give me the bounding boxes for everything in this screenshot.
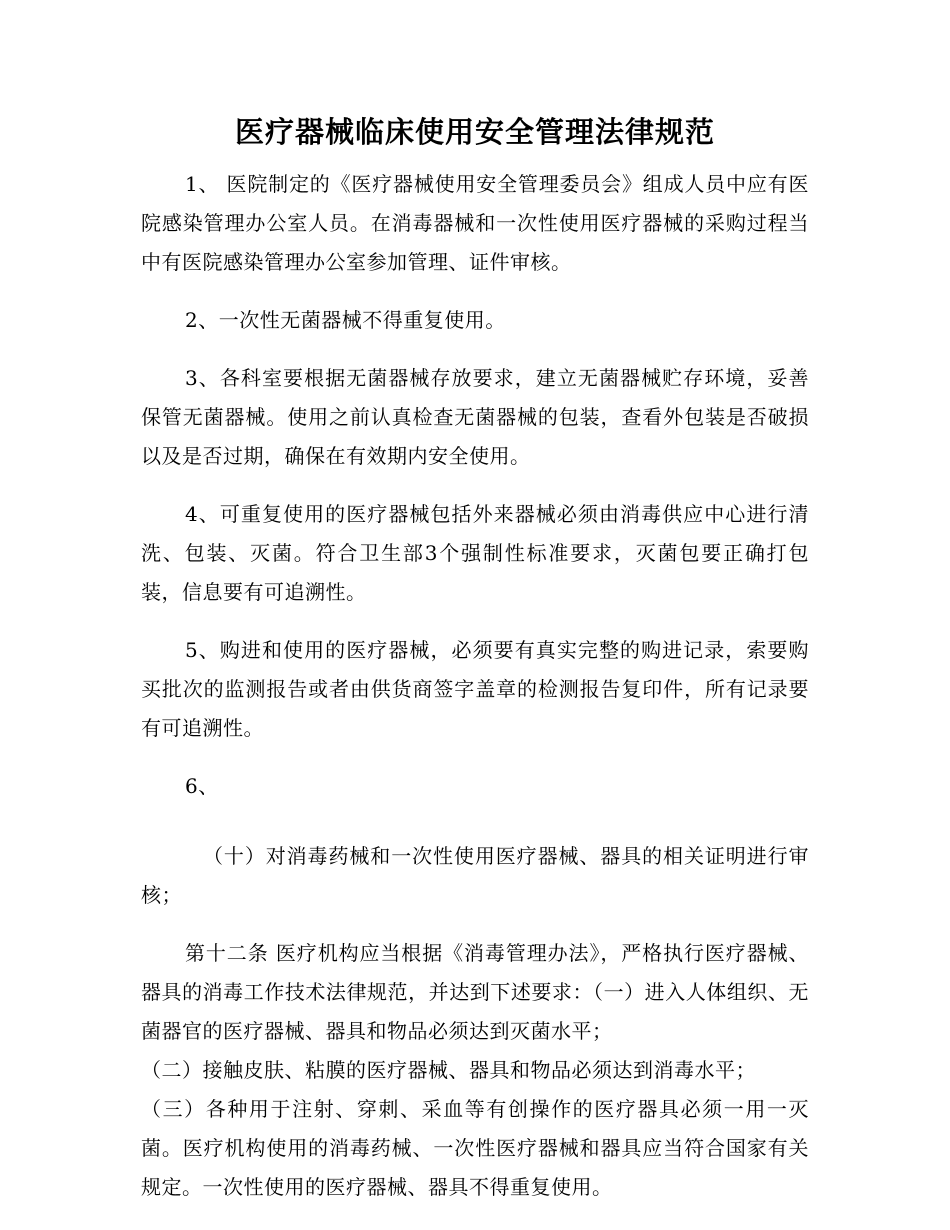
paragraph-2: 2、一次性无菌器械不得重复使用。 bbox=[185, 308, 506, 332]
paragraph-6: 6、 bbox=[185, 774, 219, 798]
paragraph-7: （十）对消毒药械和一次性使用医疗器械、器具的相关证明进行审核； bbox=[141, 844, 809, 907]
paragraph-4: 4、可重复使用的医疗器械包括外来器械必须由消毒供应中心进行清洗、包装、灭菌。符合卫生部3个强制性标准要求，灭菌包要正确打包装，信息要有可追溯性。 bbox=[141, 502, 809, 604]
paragraph-3: 3、各科室要根据无菌器械存放要求，建立无菌器械贮存环境，妥善保管无菌器械。使用之前认真检查无菌器械的包装，查看外包装是否破损以及是否过期，确保在有效期内安全使用。 bbox=[141, 366, 809, 468]
paragraph-8: 第十二条 医疗机构应当根据《消毒管理办法》，严格执行医疗器械、器具的消毒工作技术法律规范，并达到下述要求：（一）进入人体组织、无菌器官的医疗器械、器具和物品必须达到灭菌水平； bbox=[141, 941, 809, 1043]
paragraph-10: （三）各种用于注射、穿刺、采血等有创操作的医疗器具必须一用一灭菌。医疗机构使用的消毒药械、一次性医疗器械和器具应当符合国家有关规定。一次性使用的医疗器械、器具不得重复使用。 bbox=[141, 1097, 809, 1199]
document-body bbox=[141, 165, 809, 1207]
paragraph-5: 5、购进和使用的医疗器械，必须要有真实完整的购进记录，索要购买批次的监测报告或者由供货商签字盖章的检测报告复印件，所有记录要有可追溯性。 bbox=[141, 638, 809, 740]
document-title: 医疗器械临床使用安全管理法律规范 bbox=[234, 115, 715, 149]
paragraph-9: （二）接触皮肤、粘膜的医疗器械、器具和物品必须达到消毒水平； bbox=[141, 1058, 756, 1082]
paragraph-1: 1、 医院制定的《医疗器械使用安全管理委员会》组成人员中应有医院感染管理办公室人员。在消毒器械和一次性使用医疗器械的采购过程当中有医院感染管理办公室参加管理、证件审核。 bbox=[141, 172, 809, 274]
